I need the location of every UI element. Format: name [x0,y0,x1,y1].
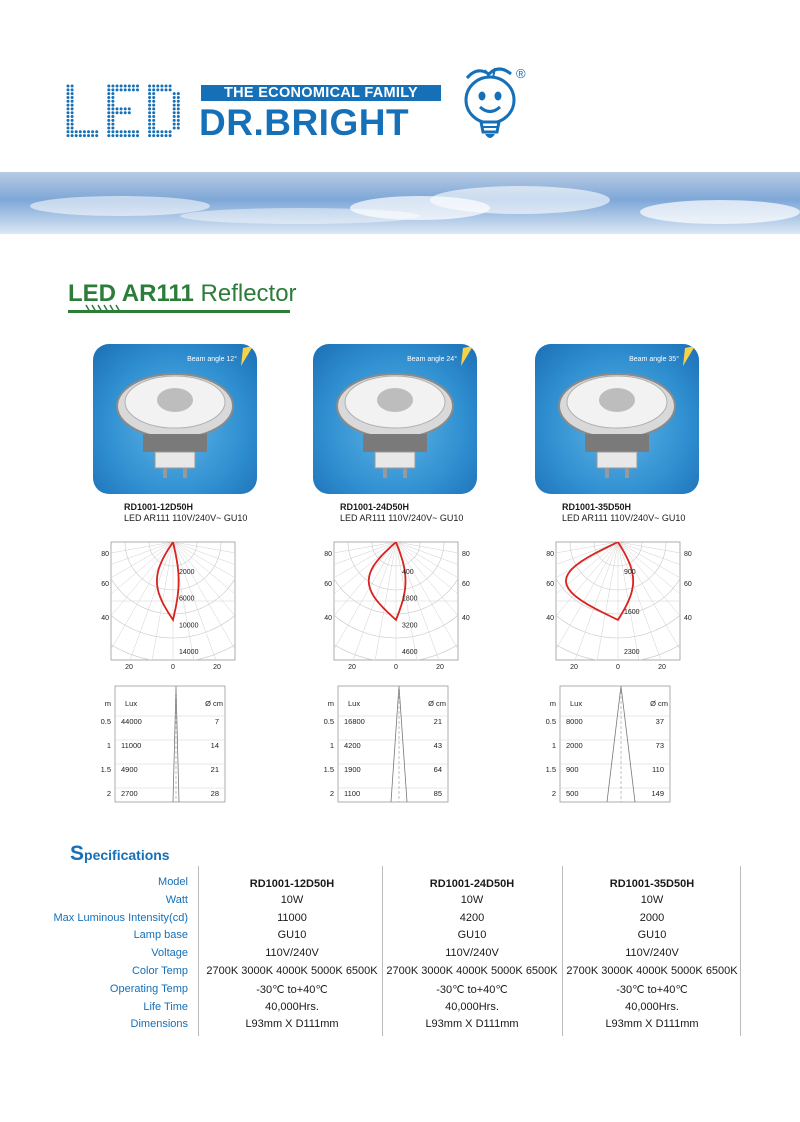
diameter-cell: 149 [651,789,664,798]
polar-light-distribution-chart [540,538,700,670]
spec-value: 11000 [277,911,307,924]
angle-tick-label: 40 [684,615,692,622]
angle-tick-label: 80 [324,551,332,558]
spec-value: 4200 [459,911,485,924]
intensity-value-label: 3200 [402,622,418,630]
distance-cell: 1.5 [323,765,334,774]
spec-value: 40,000Hrs. [445,1000,499,1013]
lux-cell: 11000 [121,741,142,750]
angle-tick-label: 20 [570,664,578,670]
intensity-value-label: 14000 [179,649,199,656]
angle-tick-label: 60 [462,581,470,588]
section-title-rest: Reflector [193,280,297,307]
ar111-lamp-image [535,344,699,494]
lux-cell: 1900 [344,765,361,774]
angle-tick-label: 60 [684,581,692,588]
angle-tick-label: 40 [462,615,470,622]
angle-tick-label: 80 [101,551,109,558]
tagline: THE ECONOMICAL FAMILY [201,85,441,101]
spec-heading-initial: S [70,842,85,865]
header-cm: Ø cm [428,699,446,708]
header-cm: Ø cm [650,699,668,708]
product-description: LED AR111 110V/240V~ GU10 [562,513,686,523]
beam-angle-label: Beam angle 35° [629,356,679,363]
spec-label: Max Luminous Intensity(cd) [53,911,188,924]
spec-label: Dimensions [130,1018,188,1031]
spec-label: Color Temp [131,965,188,977]
polar-light-distribution-chart [95,538,255,670]
diameter-cell: 7 [214,717,219,726]
spec-value: 10W [640,893,664,906]
spec-label: Life Time [143,1000,188,1013]
spec-value: 40,000Hrs. [625,1000,679,1013]
intensity-value-label: 10000 [179,622,199,630]
product-model: RD1001-24D50H [340,502,410,512]
lux-cone-diagram [318,684,470,806]
distance-cell: 1 [106,741,111,750]
distance-cell: 0.5 [545,717,556,726]
chevron-decoration-icon [84,304,124,313]
cloud-decoration [0,172,800,234]
lux-cell: 2700 [121,789,138,798]
spec-label: Model [158,876,188,888]
beam-angle-label: Beam angle 24° [407,356,457,363]
brand-name: DR.BRIGHT [199,102,410,143]
diameter-cell: 28 [210,789,219,798]
diameter-cell: 64 [433,765,442,774]
product-image-card [93,344,257,494]
lux-cell: 16800 [344,717,365,726]
diameter-cell: 73 [655,741,664,750]
lux-cone-diagram [95,684,247,806]
header-lux: Lux [125,699,138,708]
distance-cell: 1 [551,741,556,750]
lux-table [318,684,470,806]
lux-cell: 900 [566,765,579,774]
spec-heading-rest: pecifications [84,847,170,863]
diameter-cell: 21 [433,717,442,726]
intensity-value-label: 900 [624,569,636,576]
diameter-cell: 85 [433,789,442,798]
spec-value: 110V/240V [625,947,679,960]
spec-value: RD1001-24D50H [429,878,515,890]
spec-value: 110V/240V [265,947,319,960]
spec-value: L93mm X D111mm [605,1018,699,1031]
product-model: RD1001-12D50H [124,502,194,512]
lux-cell: 4200 [344,741,361,750]
product-image-card [535,344,699,494]
spec-value: L93mm X D111mm [245,1018,339,1031]
diameter-cell: 37 [655,717,664,726]
angle-tick-label: 0 [616,664,620,670]
distance-cell: 2 [551,789,556,798]
spec-value: RD1001-35D50H [609,878,695,890]
header-m: m [104,699,111,708]
angle-tick-label: 80 [462,551,470,558]
polar-light-distribution-chart [318,538,478,670]
intensity-value-label: 2000 [179,569,195,576]
intensity-value-label: 6000 [179,595,195,603]
spec-value: 110V/240V [445,947,499,960]
spec-value: L93mm X D111mm [425,1018,519,1031]
registered-mark: ® [516,66,526,81]
spec-value: GU10 [637,929,667,942]
lux-cell: 500 [566,789,579,798]
header-cm: Ø cm [205,699,223,708]
spec-value: 2700K 3000K 4000K 5000K 6500K [206,965,378,977]
angle-tick-label: 40 [101,615,109,622]
header-m: m [327,699,334,708]
spec-label: Lamp base [133,929,188,942]
intensity-value-label: 2300 [624,649,640,656]
distance-cell: 1.5 [545,765,556,774]
intensity-value-label: 400 [402,569,414,576]
spec-value: RD1001-12D50H [249,878,335,890]
diameter-cell: 14 [210,741,219,750]
lux-cell: 1100 [344,789,361,798]
spec-value: 40,000Hrs. [265,1000,319,1013]
spec-value: GU10 [277,929,307,942]
spec-label: Voltage [151,947,188,960]
header-m: m [549,699,556,708]
distance-cell: 0.5 [100,717,111,726]
angle-tick-label: 20 [658,664,666,670]
angle-tick-label: 80 [546,551,554,558]
section-title-bold: LED AR111 [68,280,194,307]
spec-value: 2700K 3000K 4000K 5000K 6500K [566,965,738,977]
intensity-value-label: 1800 [402,595,418,603]
angle-tick-label: 20 [125,664,133,670]
lux-cell: 4900 [121,765,138,774]
angle-tick-label: 60 [324,581,332,588]
angle-tick-label: 60 [546,581,554,588]
intensity-value-label: 1600 [624,609,640,616]
distance-cell: 0.5 [323,717,334,726]
lux-cell: 44000 [121,717,142,726]
specifications-heading [70,842,170,866]
ar111-lamp-image [93,344,257,494]
product-description: LED AR111 110V/240V~ GU10 [340,513,464,523]
angle-tick-label: 20 [213,664,221,670]
angle-tick-label: 0 [394,664,398,670]
spec-value: 2000 [639,911,665,924]
led-logo-dots [66,84,188,138]
angle-tick-label: 0 [171,664,175,670]
angle-tick-label: 80 [684,551,692,558]
product-description: LED AR111 110V/240V~ GU10 [124,513,248,523]
spec-value: -30℃ to+40℃ [616,983,688,996]
spec-value: 2700K 3000K 4000K 5000K 6500K [386,965,558,977]
diameter-cell: 43 [433,741,442,750]
lux-table [540,684,692,806]
beam-angle-label: Beam angle 12° [187,356,237,363]
spec-value: 10W [280,893,304,906]
spec-value: -30℃ to+40℃ [256,983,328,996]
spec-label: Operating Temp [109,982,188,995]
angle-tick-label: 60 [101,581,109,588]
distance-cell: 1 [329,741,334,750]
angle-tick-label: 40 [546,615,554,622]
column-divider [198,866,199,1036]
intensity-value-label: 4600 [402,649,418,656]
lux-table [95,684,247,806]
distance-cell: 1.5 [100,765,111,774]
angle-tick-label: 20 [436,664,444,670]
spec-label: Watt [165,893,188,906]
sky-banner [0,172,800,234]
distance-cell: 2 [106,789,111,798]
spec-value: GU10 [457,929,487,942]
product-image-card [313,344,477,494]
distance-cell: 2 [329,789,334,798]
angle-tick-label: 20 [348,664,356,670]
diameter-cell: 110 [652,765,664,774]
lux-cell: 8000 [566,717,583,726]
spec-value: 10W [460,893,484,906]
angle-tick-label: 40 [324,615,332,622]
spec-value: -30℃ to+40℃ [436,983,508,996]
header-lux: Lux [348,699,361,708]
header-lux: Lux [570,699,583,708]
bulb-mascot-icon [455,64,525,148]
product-model: RD1001-35D50H [562,502,632,512]
diameter-cell: 21 [210,765,219,774]
lux-cell: 2000 [566,741,583,750]
ar111-lamp-image [313,344,477,494]
lux-cone-diagram [540,684,692,806]
led-logo-glyphs [67,85,180,138]
